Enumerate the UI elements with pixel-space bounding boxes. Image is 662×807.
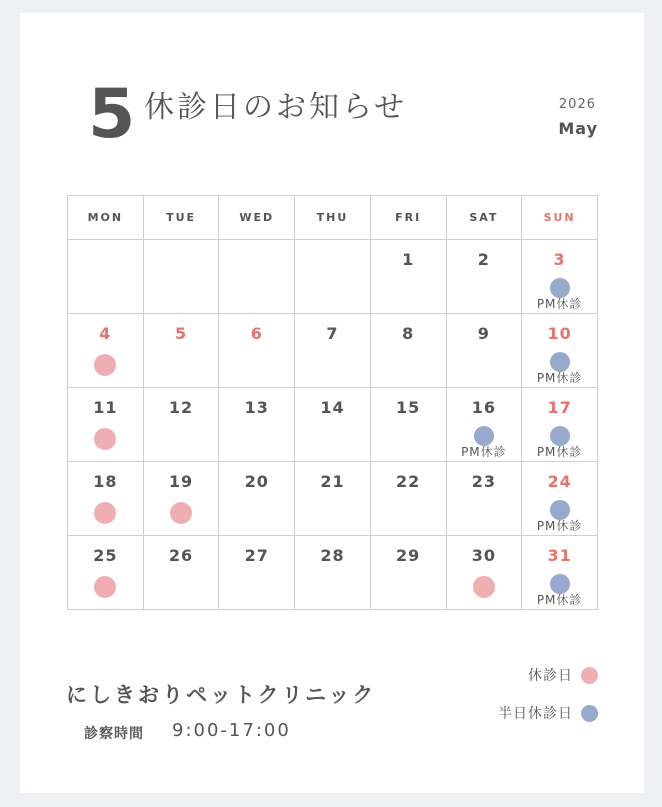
day-number: 4 xyxy=(99,324,112,343)
calendar-day-cell xyxy=(522,388,598,462)
page-title: 休診日のお知らせ xyxy=(144,90,408,125)
pink-circle-icon xyxy=(473,576,495,598)
day-number: 9 xyxy=(477,324,490,343)
day-number: 23 xyxy=(471,472,496,491)
calendar-day-cell xyxy=(522,536,598,610)
day-number: 25 xyxy=(93,546,118,565)
weekday-wed: WED xyxy=(219,196,295,240)
blue-circle-icon xyxy=(550,278,570,298)
day-number: 24 xyxy=(547,472,572,491)
calendar-day-cell xyxy=(143,240,219,314)
pink-circle-icon xyxy=(581,667,598,684)
day-number: 26 xyxy=(168,546,194,565)
calendar-day-cell xyxy=(522,240,598,314)
day-number: 22 xyxy=(396,472,421,491)
blue-circle-icon xyxy=(550,426,570,446)
day-number: 12 xyxy=(168,398,194,417)
pm-closed-note: PM休診 xyxy=(461,445,507,459)
legend-half-day-label: 半日休診日 xyxy=(498,706,573,722)
day-number: 21 xyxy=(320,472,345,491)
day-number: 3 xyxy=(553,250,566,269)
day-number: 14 xyxy=(320,398,345,417)
calendar-day-cell xyxy=(295,388,371,462)
calendar-day-cell xyxy=(219,388,295,462)
legend-half-day xyxy=(498,703,598,723)
blue-circle-icon xyxy=(581,705,598,722)
pm-closed-note: PM休診 xyxy=(536,297,583,311)
hours-value: 9:00-17:00 xyxy=(172,720,291,741)
calendar-day-cell xyxy=(143,314,219,388)
calendar-week-row xyxy=(68,536,598,610)
calendar-day-cell xyxy=(68,314,144,388)
blue-circle-icon xyxy=(550,500,570,520)
calendar-day-cell xyxy=(68,388,144,462)
weekday-sun: SUN xyxy=(522,196,598,240)
weekday-thu: THU xyxy=(295,196,371,240)
hours-label: 診察時間 xyxy=(84,726,144,742)
pm-closed-note: PM休診 xyxy=(536,371,583,385)
calendar-day-cell xyxy=(143,462,219,536)
pink-circle-icon xyxy=(94,354,116,376)
calendar-day-cell xyxy=(68,462,144,536)
pm-closed-note: PM休診 xyxy=(536,445,583,459)
day-number: 28 xyxy=(320,546,345,565)
day-number: 17 xyxy=(547,398,572,417)
pink-circle-icon xyxy=(94,428,116,450)
calendar-day-cell xyxy=(295,240,371,314)
pink-circle-icon xyxy=(170,502,192,524)
day-number: 27 xyxy=(244,546,269,565)
clinic-name: にしきおりペットクリニック xyxy=(66,683,377,707)
day-number: 10 xyxy=(547,324,572,343)
calendar-day-cell xyxy=(68,240,144,314)
calendar-day-cell xyxy=(370,314,446,388)
pm-closed-note: PM休診 xyxy=(536,593,583,607)
weekday-tue: TUE xyxy=(143,196,219,240)
calendar-week-row xyxy=(68,462,598,536)
calendar-day-cell xyxy=(68,536,144,610)
weekday-mon: MON xyxy=(68,196,144,240)
day-number: 20 xyxy=(244,472,269,491)
blue-circle-icon xyxy=(474,426,494,446)
day-number: 2 xyxy=(477,250,490,269)
calendar-day-cell xyxy=(295,536,371,610)
calendar-day-cell xyxy=(219,462,295,536)
day-number: 7 xyxy=(326,324,339,343)
calendar-week-row xyxy=(68,388,598,462)
day-number: 19 xyxy=(168,472,194,491)
calendar-day-cell xyxy=(143,536,219,610)
day-number: 11 xyxy=(93,398,118,417)
calendar-day-cell xyxy=(446,388,522,462)
day-number: 1 xyxy=(402,250,415,269)
day-number: 29 xyxy=(396,546,421,565)
legend-closed xyxy=(528,665,598,685)
day-number: 15 xyxy=(396,398,421,417)
notice-card xyxy=(20,13,644,793)
day-number: 30 xyxy=(471,546,496,565)
calendar-day-cell xyxy=(370,462,446,536)
calendar-week-row xyxy=(68,240,598,314)
calendar-week-row xyxy=(68,314,598,388)
calendar-day-cell xyxy=(219,314,295,388)
calendar-day-cell xyxy=(522,314,598,388)
calendar-day-cell xyxy=(295,314,371,388)
day-number: 8 xyxy=(402,324,415,343)
year-label: 2026 xyxy=(558,97,596,112)
day-number: 31 xyxy=(547,546,572,565)
pink-circle-icon xyxy=(94,576,116,598)
day-number: 18 xyxy=(93,472,118,491)
weekday-fri: FRI xyxy=(370,196,446,240)
weekday-sat: SAT xyxy=(446,196,522,240)
calendar-day-cell xyxy=(446,240,522,314)
pm-closed-note: PM休診 xyxy=(536,519,583,533)
pink-circle-icon xyxy=(94,502,116,524)
calendar-day-cell xyxy=(446,536,522,610)
calendar-day-cell xyxy=(446,314,522,388)
day-number: 5 xyxy=(174,324,188,343)
calendar-day-cell xyxy=(219,240,295,314)
blue-circle-icon xyxy=(550,352,570,372)
calendar-day-cell xyxy=(370,240,446,314)
calendar-grid xyxy=(67,195,598,610)
calendar-day-cell xyxy=(219,536,295,610)
calendar-day-cell xyxy=(295,462,371,536)
month-number: 5 xyxy=(88,75,136,154)
calendar-day-cell xyxy=(370,388,446,462)
calendar-day-cell xyxy=(143,388,219,462)
legend-closed-label: 休診日 xyxy=(528,668,573,684)
calendar-day-cell xyxy=(522,462,598,536)
day-number: 13 xyxy=(244,398,269,417)
calendar-day-cell xyxy=(446,462,522,536)
calendar-day-cell xyxy=(370,536,446,610)
blue-circle-icon xyxy=(550,574,570,594)
weekday-header-row xyxy=(68,196,598,240)
day-number: 16 xyxy=(471,398,496,417)
day-number: 6 xyxy=(250,324,263,343)
month-name-label: May xyxy=(558,119,598,138)
